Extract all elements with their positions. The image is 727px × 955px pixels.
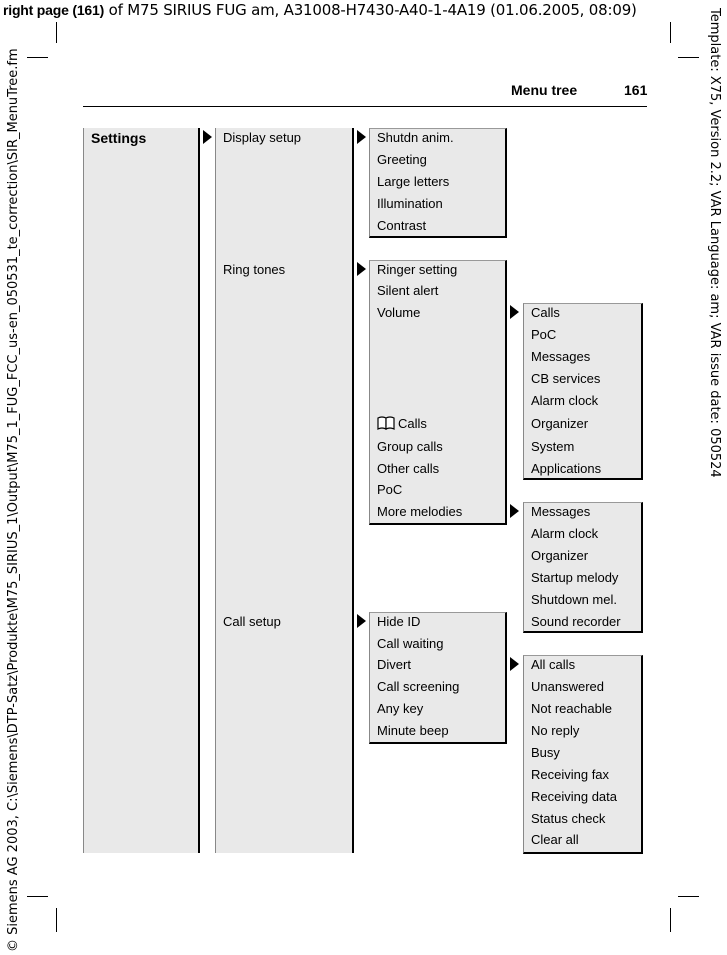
menu-item-call-setup: Call setup xyxy=(223,614,281,629)
divert-item: Not reachable xyxy=(531,701,612,716)
display-setup-item: Large letters xyxy=(377,174,450,189)
more-melodies-item: Messages xyxy=(531,504,591,519)
crop-mark xyxy=(27,57,48,58)
ring-tones-item: Group calls xyxy=(377,439,443,454)
phonebook-icon xyxy=(377,416,395,430)
ring-tones-item: Silent alert xyxy=(377,283,439,298)
call-setup-item: Any key xyxy=(377,701,424,716)
settings-label: Settings xyxy=(91,130,147,146)
divert-item: All calls xyxy=(531,657,576,672)
menu-item-ring-tones: Ring tones xyxy=(223,262,286,277)
more-melodies-item: Shutdown mel. xyxy=(531,592,617,607)
arrow-right-icon xyxy=(510,657,519,671)
ring-tones-item: Other calls xyxy=(377,461,440,476)
crop-mark xyxy=(56,908,57,932)
template-info-text: Template: X75, Version 2.2; VAR Language: am; VAR issue date: 050524 xyxy=(707,8,722,478)
arrow-right-icon xyxy=(203,130,212,144)
call-setup-item: Minute beep xyxy=(377,723,449,738)
ring-tones-item-calls xyxy=(377,416,427,432)
page-number: 161 xyxy=(624,82,648,98)
divert-item: Status check xyxy=(531,811,606,826)
arrow-right-icon xyxy=(510,504,519,518)
ring-tones-item: Volume xyxy=(377,305,421,320)
volume-item: Organizer xyxy=(531,416,589,431)
arrow-right-icon xyxy=(510,305,519,319)
call-setup-item: Call waiting xyxy=(377,636,444,651)
ring-tones-item: Ringer setting xyxy=(377,262,458,277)
level1-column xyxy=(215,128,354,853)
volume-item: Alarm clock xyxy=(531,393,599,408)
arrow-right-icon xyxy=(357,614,366,628)
ring-tones-item: PoC xyxy=(377,482,403,497)
crop-mark xyxy=(27,896,48,897)
crop-mark xyxy=(56,22,57,43)
settings-column xyxy=(83,128,200,853)
header-rule xyxy=(83,106,647,107)
more-melodies-item: Sound recorder xyxy=(531,614,621,629)
display-setup-item: Illumination xyxy=(377,196,443,211)
volume-item: CB services xyxy=(531,371,601,386)
ring-tones-item: More melodies xyxy=(377,504,463,519)
divert-item: Busy xyxy=(531,745,560,760)
volume-item: PoC xyxy=(531,327,557,342)
call-setup-item: Divert xyxy=(377,657,411,672)
crop-mark xyxy=(678,896,699,897)
crop-mark xyxy=(678,57,699,58)
ring-tones-item-calls-label: Calls xyxy=(398,416,427,431)
divert-item: Unanswered xyxy=(531,679,604,694)
volume-item: System xyxy=(531,439,575,454)
divert-item: Receiving data xyxy=(531,789,617,804)
divert-item: No reply xyxy=(531,723,580,738)
copyright-path-text: © Siemens AG 2003, C:\Siemens\DTP-Satz\Produkte\M75_SIRIUS_1\Output\M75_1_FUG_FCC_us-en_050531_te_correction\SIR_MenuTree.fm xyxy=(6,48,21,952)
display-setup-item: Shutdn anim. xyxy=(377,130,454,145)
display-setup-item: Contrast xyxy=(377,218,427,233)
call-setup-item: Hide ID xyxy=(377,614,421,629)
volume-item: Applications xyxy=(531,461,602,476)
more-melodies-item: Alarm clock xyxy=(531,526,599,541)
volume-item: Messages xyxy=(531,349,591,364)
call-setup-item: Call screening xyxy=(377,679,460,694)
divert-item: Clear all xyxy=(531,832,579,847)
menu-item-display-setup: Display setup xyxy=(223,130,302,145)
crop-mark xyxy=(670,22,671,43)
page-title: Menu tree xyxy=(511,82,578,98)
crop-mark xyxy=(670,908,671,932)
running-header xyxy=(3,1,637,19)
display-setup-item: Greeting xyxy=(377,152,427,167)
volume-item: Calls xyxy=(531,305,560,320)
more-melodies-item: Organizer xyxy=(531,548,589,563)
divert-item: Receiving fax xyxy=(531,767,610,782)
arrow-right-icon xyxy=(357,130,366,144)
running-header-page: right page (161) xyxy=(3,2,105,18)
running-header-rest: of M75 SIRIUS FUG am, A31008-H7430-A40-1-4A19 (01.06.2005, 08:09) xyxy=(104,1,637,19)
arrow-right-icon xyxy=(357,262,366,276)
more-melodies-item: Startup melody xyxy=(531,570,619,585)
